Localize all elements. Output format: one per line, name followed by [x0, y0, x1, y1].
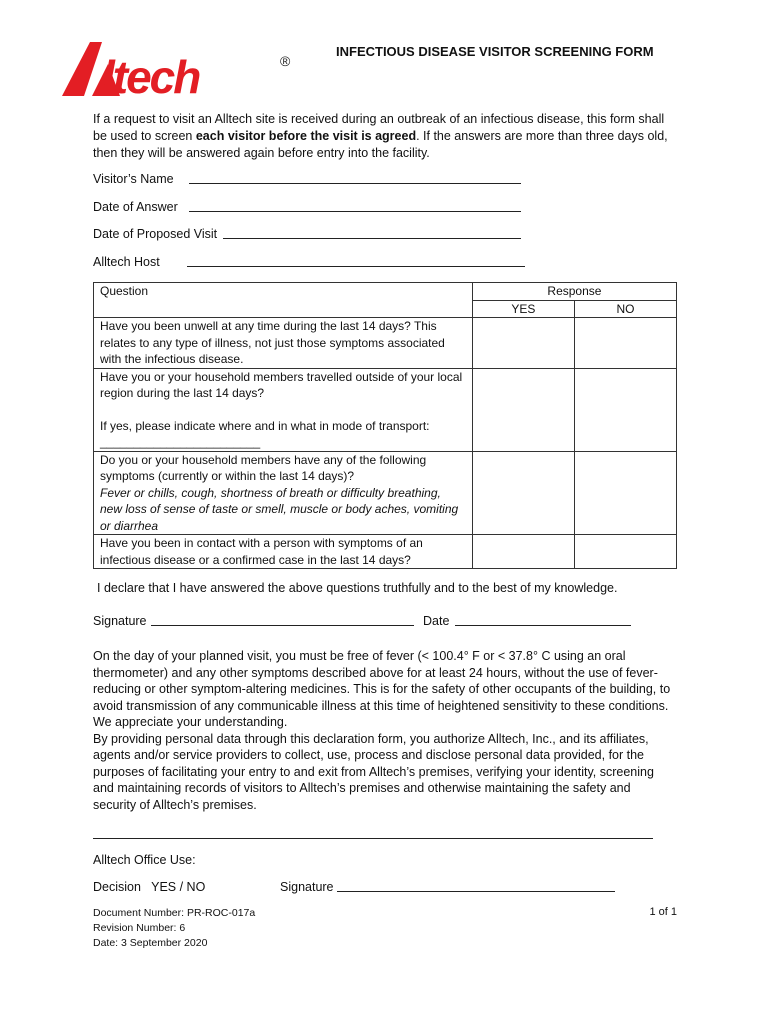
host-label: Alltech Host: [93, 255, 160, 269]
date-answer-label: Date of Answer: [93, 200, 178, 214]
q2-no-cell[interactable]: [574, 368, 676, 451]
date-visit-line[interactable]: [223, 238, 521, 239]
decision-field[interactable]: Decision YES / NO: [93, 880, 206, 894]
doc-number: Document Number: PR-ROC-017a: [93, 907, 256, 919]
revision-number: Revision Number: 6: [93, 922, 186, 934]
divider-line: [93, 838, 653, 839]
date-answer-line[interactable]: [189, 211, 521, 212]
office-signature-line[interactable]: [337, 891, 615, 892]
host-field[interactable]: [93, 255, 160, 269]
form-title: INFECTIOUS DISEASE VISITOR SCREENING FORM: [336, 44, 654, 59]
signature-label: Signature: [93, 614, 147, 628]
privacy-paragraph: By providing personal data through this declaration form, you authorize Alltech, Inc., and its affiliates, agents and/or service providers to collect, use, process and disclose personal data provided, for the purposes of facilitating your entry to and exit from Alltech’s premises, verifying your identity, screening and maintaining records of visitors to Alltech’s premises and otherwise maintaining the safety and security of Alltech’s premises.: [93, 731, 654, 812]
body-text: [93, 648, 673, 813]
q1-no-cell[interactable]: [574, 318, 676, 369]
date-visit-label: Date of Proposed Visit: [93, 227, 218, 241]
host-line[interactable]: [187, 266, 525, 267]
table-row: [94, 368, 677, 451]
office-signature-label: Signature: [280, 880, 334, 894]
question-1: Have you been unwell at any time during the last 14 days? This relates to any type of illness, not just those symptoms associated with the infectious disease.: [94, 318, 473, 369]
date-line[interactable]: [455, 625, 631, 626]
visitor-name-field[interactable]: [93, 172, 174, 186]
document-footer: [93, 906, 255, 951]
alltech-logo-mark: [62, 40, 302, 100]
date-visit-field[interactable]: [93, 227, 217, 241]
screening-table: [93, 282, 677, 569]
date-answer-field[interactable]: [93, 200, 178, 214]
question-3: Do you or your household members have any of the following symptoms (currently or within the last 14 days)? Fever or chills, cough, shortness of breath or difficulty breathing, new loss of sense of taste or smell, muscle or body aches, vomiting or diarrhea: [94, 451, 473, 535]
table-row: [94, 318, 677, 369]
q2-yes-cell[interactable]: [472, 368, 574, 451]
q4-yes-cell[interactable]: [472, 535, 574, 569]
q4-no-cell[interactable]: [574, 535, 676, 569]
q3-yes-cell[interactable]: [472, 451, 574, 535]
logo-wordmark: ltech: [102, 51, 200, 100]
date-label: Date: [423, 614, 450, 628]
no-header: NO: [574, 300, 676, 318]
page-number: 1 of 1: [649, 906, 677, 918]
svg-text:®: ®: [280, 53, 291, 69]
yes-header: YES: [472, 300, 574, 318]
q3-no-cell[interactable]: [574, 451, 676, 535]
alltech-logo: [62, 40, 302, 100]
table-row: [94, 451, 677, 535]
question-4: Have you been in contact with a person with symptoms of an infectious disease or a confirmed case in the last 14 days?: [94, 535, 473, 569]
intro-paragraph: If a request to visit an Alltech site is received during an outbreak of an infectious disease, this form shall be used to screen each visitor before the visit is agreed. If the answers are more than three days old, then they will be answered again before entry into the facility.: [93, 112, 668, 160]
doc-date: Date: 3 September 2020: [93, 937, 208, 949]
question-header: Question: [94, 283, 473, 318]
visitor-name-label: Visitor’s Name: [93, 172, 174, 186]
q1-yes-cell[interactable]: [472, 318, 574, 369]
table-row: [94, 535, 677, 569]
declaration-text: I declare that I have answered the above questions truthfully and to the best of my knowledge.: [97, 581, 618, 595]
signature-line[interactable]: [151, 625, 414, 626]
office-use-title: Alltech Office Use:: [93, 853, 196, 867]
visitor-name-line[interactable]: [189, 183, 521, 184]
fever-paragraph: On the day of your planned visit, you must be free of fever (< 100.4° F or < 37.8° C using an oral thermometer) and any other symptoms described above for at least 24 hours, without the use of fever-reducing or other symptom-altering medicines. This is for the safety of other occupants of the building, to avoid transmission of any communicable illness at this time of heightened sensitivity to these conditions. We appreciate your understanding.: [93, 649, 671, 729]
response-header: Response: [472, 283, 676, 301]
question-2: Have you or your household members travelled outside of your local region during the last 14 days? If yes, please indicate where and in what in mode of transport: ________________________: [94, 368, 473, 451]
